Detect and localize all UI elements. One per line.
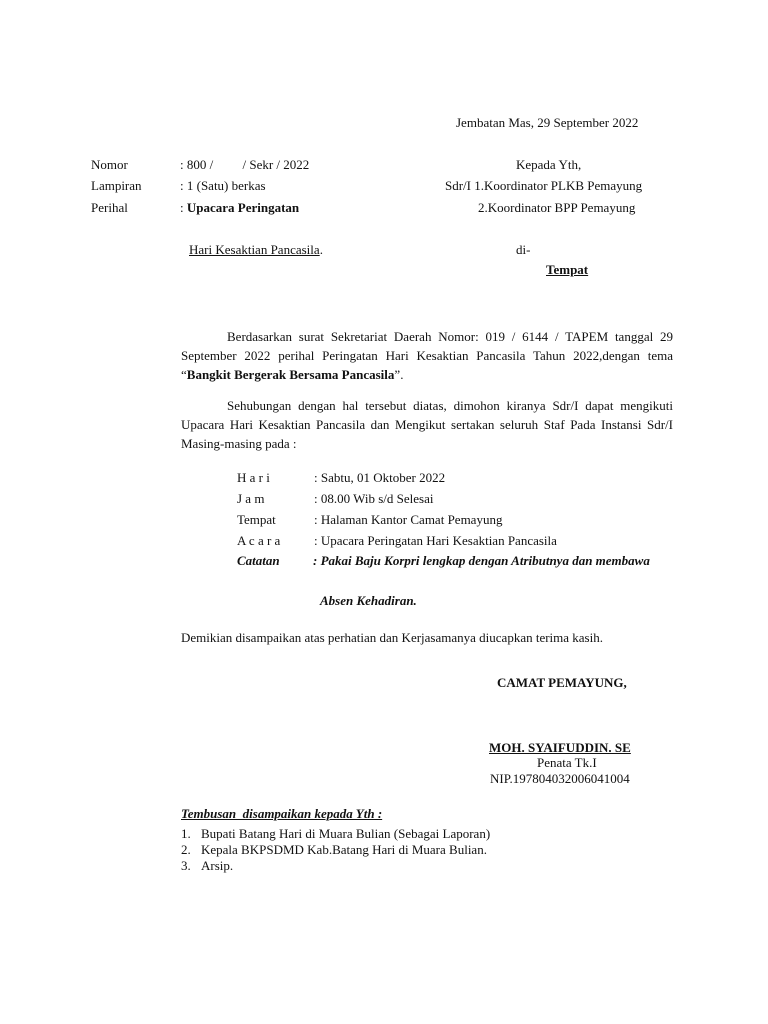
lampiran-value: : 1 (Satu) berkas [180,178,266,193]
nomor-label: Nomor [91,157,128,172]
body-paragraph-2: Sehubungan dengan hal tersebut diatas, dimohon kiranya Sdr/I dapat mengikuti Upacara Hari Kesaktian Pancasila dan Mengikut sertakan seluruh Staf Pada Instansi Sdr/I Masing-masing pada : [181,398,673,451]
detail-value: : Sabtu, 01 Oktober 2022 [314,470,446,485]
perihal-label: Perihal [91,200,128,215]
para1-theme: Bangkit Bergerak Bersama Pancasila [186,367,395,382]
para1-end: ”. [394,367,404,382]
lampiran-label: Lampiran [91,178,142,193]
recipient-greeting: Kepada Yth, [516,157,582,172]
perihal-subject-line2 [189,242,323,258]
detail-label: H a r i [237,470,270,485]
perihal-subject: Upacara Peringatan [186,200,300,215]
letter-date: Jembatan Mas, 29 September 2022 [456,115,639,130]
cc-item-number: 3. [181,858,191,873]
nomor-value: : 800 / / Sekr / 2022 [180,157,310,172]
recipient-di: di- [516,242,531,257]
recipient-tempat: Tempat [546,262,589,277]
perihal-colon: : [180,200,187,215]
perihal-value [180,200,299,216]
perihal-subject-2: Hari Kesaktian Pancasila [189,242,320,257]
perihal-subject-2-end: . [319,242,323,257]
recipient-line-1: Sdr/I 1.Koordinator PLKB Pemayung [445,178,643,193]
signature-office: CAMAT PEMAYUNG, [497,675,627,690]
detail-label: J a m [237,491,265,506]
cc-item-number: 2. [181,842,191,857]
detail-value: : Halaman Kantor Camat Pemayung [314,512,503,527]
cc-item-text: Kepala BKPSDMD Kab.Batang Hari di Muara Bulian. [201,842,487,857]
recipient-line-2: 2.Koordinator BPP Pemayung [478,200,636,215]
signature-nip: NIP.197804032006041004 [490,771,630,786]
note-value: : Pakai Baju Korpri lengkap dengan Atributnya dan membawa [313,553,650,568]
signature-name: MOH. SYAIFUDDIN. SE [489,740,631,755]
detail-label: Tempat [237,512,276,527]
para1-text: Berdasarkan surat Sekretariat Daerah Nomor: 019 / 6144 / TAPEM tanggal 29 September 2022 perihal Peringatan Hari Kesaktian Pancasila Tahun 2022,dengan tema “ [181,329,673,382]
body-paragraph-1 [181,327,673,384]
note-continuation: Absen Kehadiran. [320,593,417,608]
cc-item-text: Arsip. [201,858,234,873]
detail-value: : 08.00 Wib s/d Selesai [314,491,434,506]
signature-rank: Penata Tk.I [537,755,597,770]
note-label: Catatan [237,553,280,568]
cc-item-text: Bupati Batang Hari di Muara Bulian (Sebagai Laporan) [201,826,491,841]
detail-label: A c a r a [237,533,281,548]
closing-text: Demikian disampaikan atas perhatian dan Kerjasamanya diucapkan terima kasih. [181,630,603,645]
detail-value: : Upacara Peringatan Hari Kesaktian Pancasila [314,533,557,548]
cc-item-number: 1. [181,826,191,841]
cc-title: Tembusan disampaikan kepada Yth : [181,806,383,821]
